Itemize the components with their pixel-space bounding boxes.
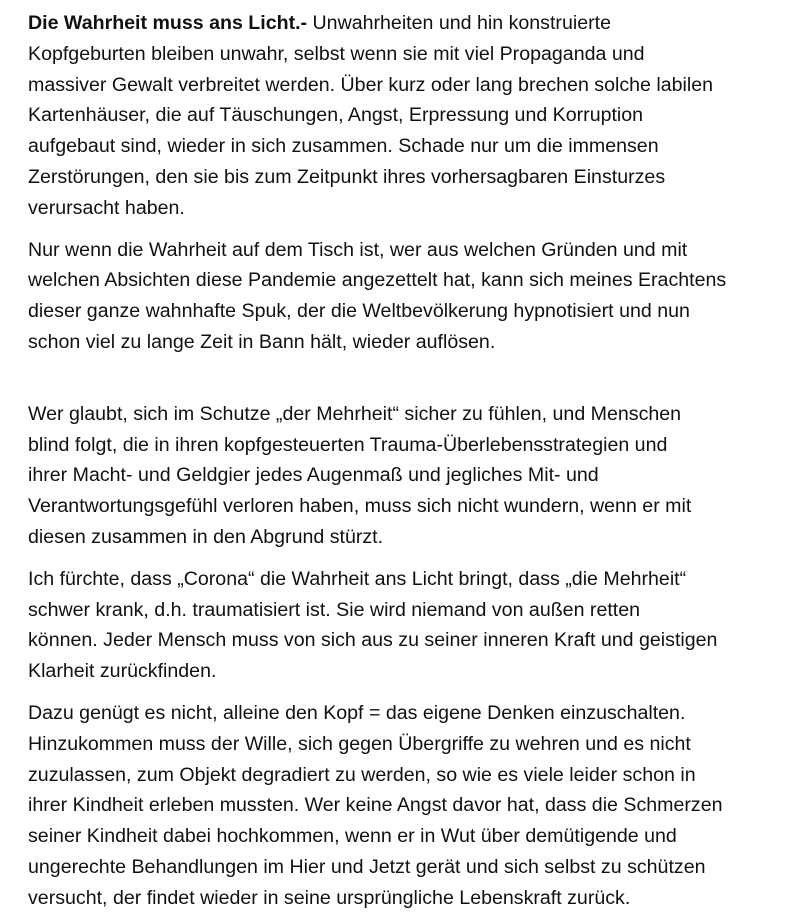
paragraph-3: Wer glaubt, sich im Schutze „der Mehrheit“ sicher zu fühlen, und Menschen blind folgt, die in ihren kopfgesteuerten Trauma-Überlebensstrategien und ihrer Macht- und Geldgier jedes Augenmaß und jegliches Mit- und Verantwortungsgefühl verloren haben, muss sich nicht wundern, wenn er mit diesen zusammen in den Abgrund stürzt. [28, 402, 692, 548]
paragraph-5: Dazu genügt es nicht, alleine den Kopf = das eigene Denken einzuschalten. Hinzukommen muss der Wille, sich gegen Übergriffe zu wehren und es nicht zuzulassen, zum Objekt degradiert zu werden, so wie es viele leider schon in ihrer Kindheit erleben mussten. Wer keine Angst davor hat, dass die Schmerzen seiner Kindheit dabei hochkommen, wenn er in Wut über demütigende und ungerechte Behandlungen im Hier und Jetzt gerät und sich selbst zu schützen versucht, der findet wieder in seine ursprüngliche Lebenskraft zurück. [28, 701, 723, 909]
paragraph-4: Ich fürchte, dass „Corona“ die Wahrheit ans Licht bringt, dass „die Mehrheit“ schwer krank, d.h. traumatisiert ist. Sie wird niemand von außen retten können. Jeder Mensch muss von sich aus zu seiner inneren Kraft und geistigen Klarheit zurückfinden. [28, 567, 718, 683]
paragraph-1-text: Unwahrheiten und hin konstruierte Kopfgeburten bleiben unwahr, selbst wenn sie mit viel Propaganda und massiver Gewalt verbreitet werden. Über kurz oder lang brechen solche labilen Kartenhäuser, die auf Täuschungen, Angst, Erpressung und Korruption aufgebaut sind, wieder in sich zusammen. Schade nur um die immensen Zerstörungen, den sie bis zum Zeitpunkt ihres vorhersagbaren Einsturzes verursacht haben. [28, 12, 714, 219]
paragraph-2: Nur wenn die Wahrheit auf dem Tisch ist, wer aus welchen Gründen und mit welchen Absichten diese Pandemie angezettelt hat, kann sich meines Erachtens dieser ganze wahnhafte Spuk, der die Weltbevölkerung hypnotisiert und nun schon viel zu lange Zeit in Bann hält, wieder auflösen. [28, 238, 727, 353]
paragraph-1 [28, 8, 798, 224]
lead-title: Die Wahrheit muss ans Licht.- [28, 12, 308, 34]
document-body [28, 8, 798, 914]
